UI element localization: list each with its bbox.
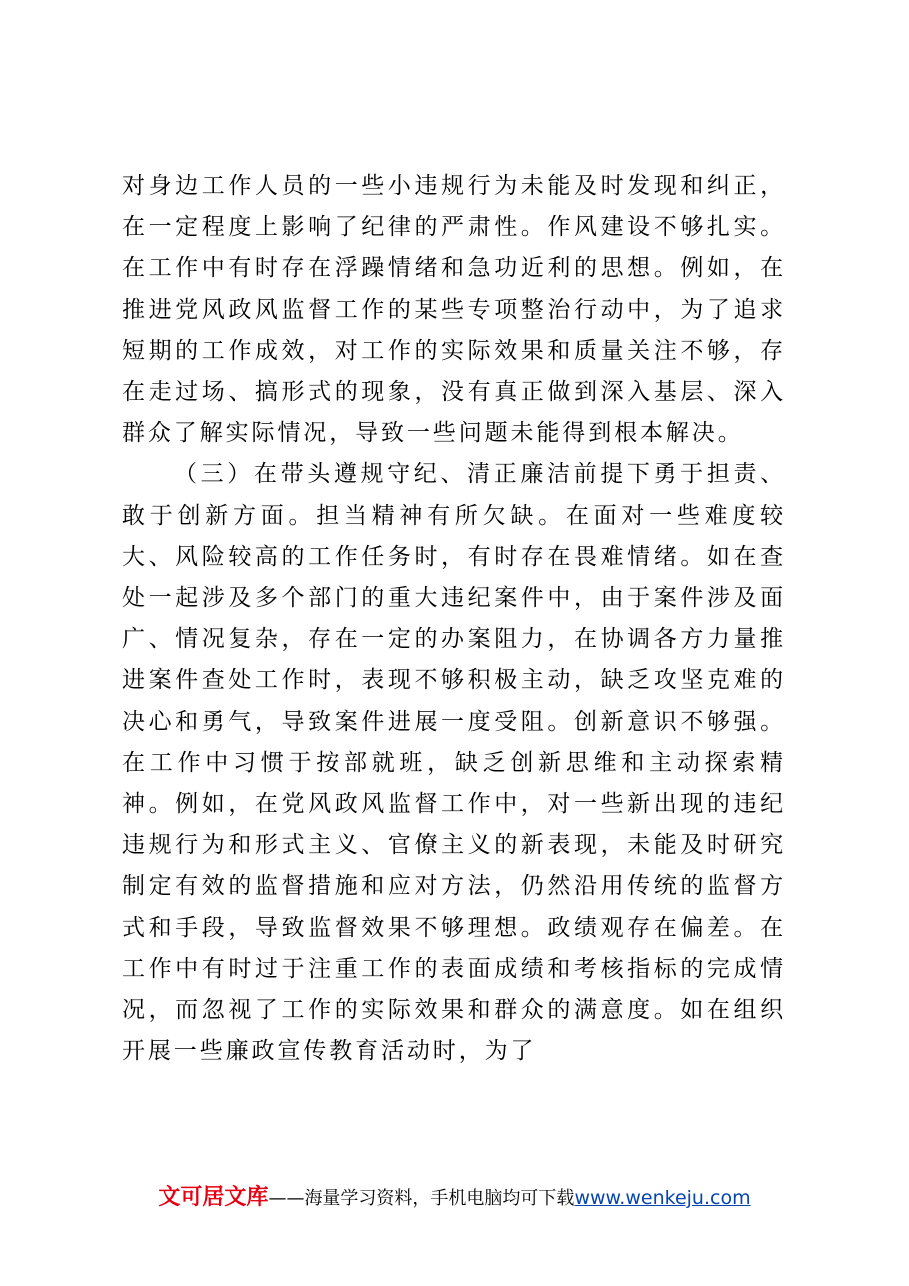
footer-brand: 文可居文库: [158, 1185, 269, 1210]
footer-banner: [0, 1180, 909, 1211]
body-paragraph: 对身边工作人员的一些小违规行为未能及时发现和纠正，在一定程度上影响了纪律的严肃性。作风建设不够扎实。在工作中有时存在浮躁情绪和急功近利的思想。例如，在推进党风政风监督工作的某些专项整治行动中，为了追求短期的工作成效，对工作的实际效果和质量关注不够，存在走过场、搞形式的现象，没有真正做到深入基层、深入群众了解实际情况，导致一些问题未能得到根本解决。: [122, 173, 786, 447]
footer-tagline: ——海量学习资料，手机电脑均可下载: [268, 1188, 575, 1209]
section-three-paragraph: （三）在带头遵规守纪、清正廉洁前提下勇于担责、敢于创新方面。担当精神有所欠缺。在面对一些难度较大、风险较高的工作任务时，有时存在畏难情绪。如在查处一起涉及多个部门的重大违纪案件中，由于案件涉及面广、情况复杂，存在一定的办案阻力，在协调各方力量推进案件查处工作时，表现不够积极主动，缺乏攻坚克难的决心和勇气，导致案件进展一度受阻。创新意识不够强。在工作中习惯于按部就班，缺乏创新思维和主动探索精神。例如，在党风政风监督工作中，对一些新出现的违纪违规行为和形式主义、官僚主义的新表现，未能及时研究制定有效的监督措施和应对方法，仍然沿用传统的监督方式和手段，导致监督效果不够理想。政绩观存在偏差。在工作中有时过于注重工作的表面成绩和考核指标的完成情况，而忽视了工作的实际效果和群众的满意度。如在组织开展一些廉政宣传教育活动时，为了: [122, 461, 786, 1065]
document-body: [122, 166, 786, 1072]
footer-website-link[interactable]: www.wenkeju.com: [574, 1187, 751, 1209]
